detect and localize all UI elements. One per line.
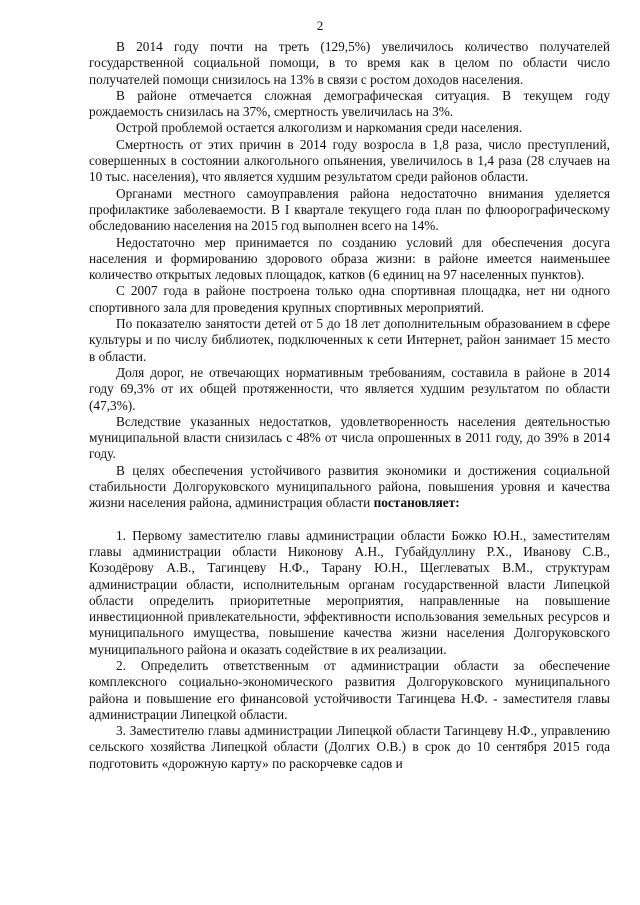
paragraph-sports-facilities: С 2007 года в районе построена только одна спортивная площадка, нет ни одного спортивного зала для проведения крупных спортивных мероприятий. (89, 283, 610, 315)
paragraph-disease-prevention: Органами местного самоуправления района недостаточно внимания уделяется профилактике заболеваемости. В I квартале текущего года план по флюорографическому обследованию населения на 2015 год выполнен всего на 14%. (89, 185, 610, 234)
paragraph-satisfaction: Вследствие указанных недостатков, удовлетворенность населения деятельностью муниципальной власти снизилась с 48% от числа опрошенных в 2011 году, до 39% в 2014 году. (89, 413, 610, 462)
page-number: 2 (316, 18, 324, 33)
resolution-item-1: 1. Первому заместителю главы администрации области Божко Ю.Н., заместителям главы администрации области Никонову А.Н., Губайдуллину Р.Х., Иванову С.В., Козодёрову А.В., Тагинцеву Н.Ф., Тарану Ю.Н., Щеглеватых В.М., структурам администрации области, исполнительным органам государственной власти Липецкой области определить приоритетные мероприятия, направленные на повышение инвестиционной привлекательности, эффективности использования земельных ресурсов и муниципального имущества, повышение качества жизни населения Долгоруковского муниципального района и оказать содействие в их реализации. (89, 527, 610, 657)
paragraph-demography: В районе отмечается сложная демографическая ситуация. В текущем году рождаемость снизилась на 37%, смертность увеличилась на 3%. (89, 87, 610, 120)
resolution-verb: постановляет: (373, 495, 460, 511)
paragraph-alcoholism: Острой проблемой остается алкоголизм и наркомания среди населения. (116, 120, 523, 136)
paragraph-roads: Доля дорог, не отвечающих нормативным требованиям, составила в районе в 2014 году 69,3% от их общей протяженности, что является худшим результатом по области (47,3%). (89, 364, 610, 413)
resolution-item-3: 3. Заместителю главы администрации Липецкой области Тагинцеву Н.Ф., управлению сельского хозяйства Липецкой области (Долгих О.В.) в срок до 10 сентября 2015 года подготовить «дорожную карту» по раскорчевке садов и (89, 723, 610, 771)
paragraph-children-education: По показателю занятости детей от 5 до 18 лет дополнительным образованием в сфере культуры и по числу библиотек, подключенных к сети Интернет, район занимает 15 место в области. (89, 316, 610, 364)
paragraph-mortality: Смертность от этих причин в 2014 году возросла в 1,8 раза, число преступлений, совершенных в состоянии алкогольного опьянения, увеличилось в 1,4 раза (28 случаев на 10 тыс. населения), что является худшим результатом среди районов области. (89, 136, 610, 185)
document-body (89, 39, 610, 772)
resolution-item-2: 2. Определить ответственным от администрации области за обеспечение комплексного социально-экономического развития Долгоруковского муниципального района и повышение его финансовой устойчивости Тагинцева Н.Ф. - заместителя главы администрации Липецкой области. (89, 657, 610, 722)
resolution-intro: В целях обеспечения устойчивого развития экономики и достижения социальной стабильности Долгоруковского муниципального района, повышения уровня и качества жизни населения района, администрация области (89, 462, 610, 511)
paragraph-social-assistance: В 2014 году почти на треть (129,5%) увеличилось количество получателей государственной социальной помощи, в то время как в целом по области число получателей помощи снизилось на 13% в связи с ростом доходов населения. (89, 39, 610, 87)
paragraph-leisure: Недостаточно мер принимается по созданию условий для обеспечения досуга населения и формированию здорового образа жизни: в районе имеется наименьшее количество открытых ледовых площадок, катков (6 единиц на 97 населенных пунктов). (89, 234, 610, 283)
resolution-paragraph (89, 463, 610, 512)
